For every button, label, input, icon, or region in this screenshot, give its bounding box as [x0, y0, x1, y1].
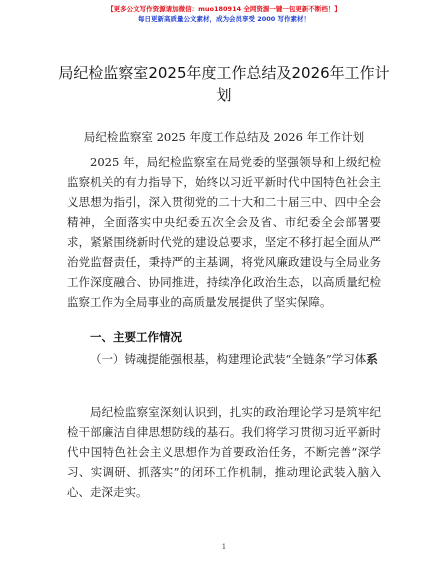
body-paragraph: 局纪检监察室深刻认识到，扎实的政治理论学习是筑牢纪检干部廉洁自律思想防线的基石。我们将学习贯彻习近平新时代中国特色社会主义思想作为首要政治任务，不断完善“深学习、实调研、抓落实”的闭环工作机制，推动理论武装入脑入心、走深走实。 — [67, 405, 381, 499]
document-title: 局纪检监察室2025年度工作总结及2026年工作计划 — [58, 64, 390, 104]
promo-banner — [0, 4, 448, 24]
subsection-heading — [67, 349, 381, 369]
promo-banner-line2: 每日更新高质量公文素材，成为会员享受 2000 写作素材！ — [137, 15, 311, 23]
section-heading: 一、主要工作情况 — [90, 330, 182, 344]
promo-banner-line1: 【更多公文写作资源请加微信：muo180914 全网资源一键一包更新不断档！】 — [107, 5, 341, 13]
document-subtitle: 局纪检监察室 2025 年度工作总结及 2026 年工作计划 — [83, 130, 365, 144]
intro-paragraph: 2025 年，局纪检监察室在局党委的坚强领导和上级纪检监察机关的有力指导下，始终以习近平新时代中国特色社会主义思想为指引，深入贯彻党的二十大和二十届三中、四中全会精神，全面落实中央纪委五次全会及省、市纪委全会部署要求，紧紧围绕新时代党的建设总要求，坚定不移打起全面从严治党监督责任，秉持严的主基调，将党风廉政建设与全局业务工作深度融合、协同推进，持续净化政治生态，以高质量纪检监察工作为全局事业的高质量发展提供了坚实保障。 — [67, 155, 381, 309]
subsection-heading-tail: 系 — [366, 352, 378, 366]
page-number: 1 — [221, 543, 227, 551]
subsection-heading-lead: （一）铸魂提能强根基，构建理论武装“全链条”学习体 — [90, 352, 367, 366]
